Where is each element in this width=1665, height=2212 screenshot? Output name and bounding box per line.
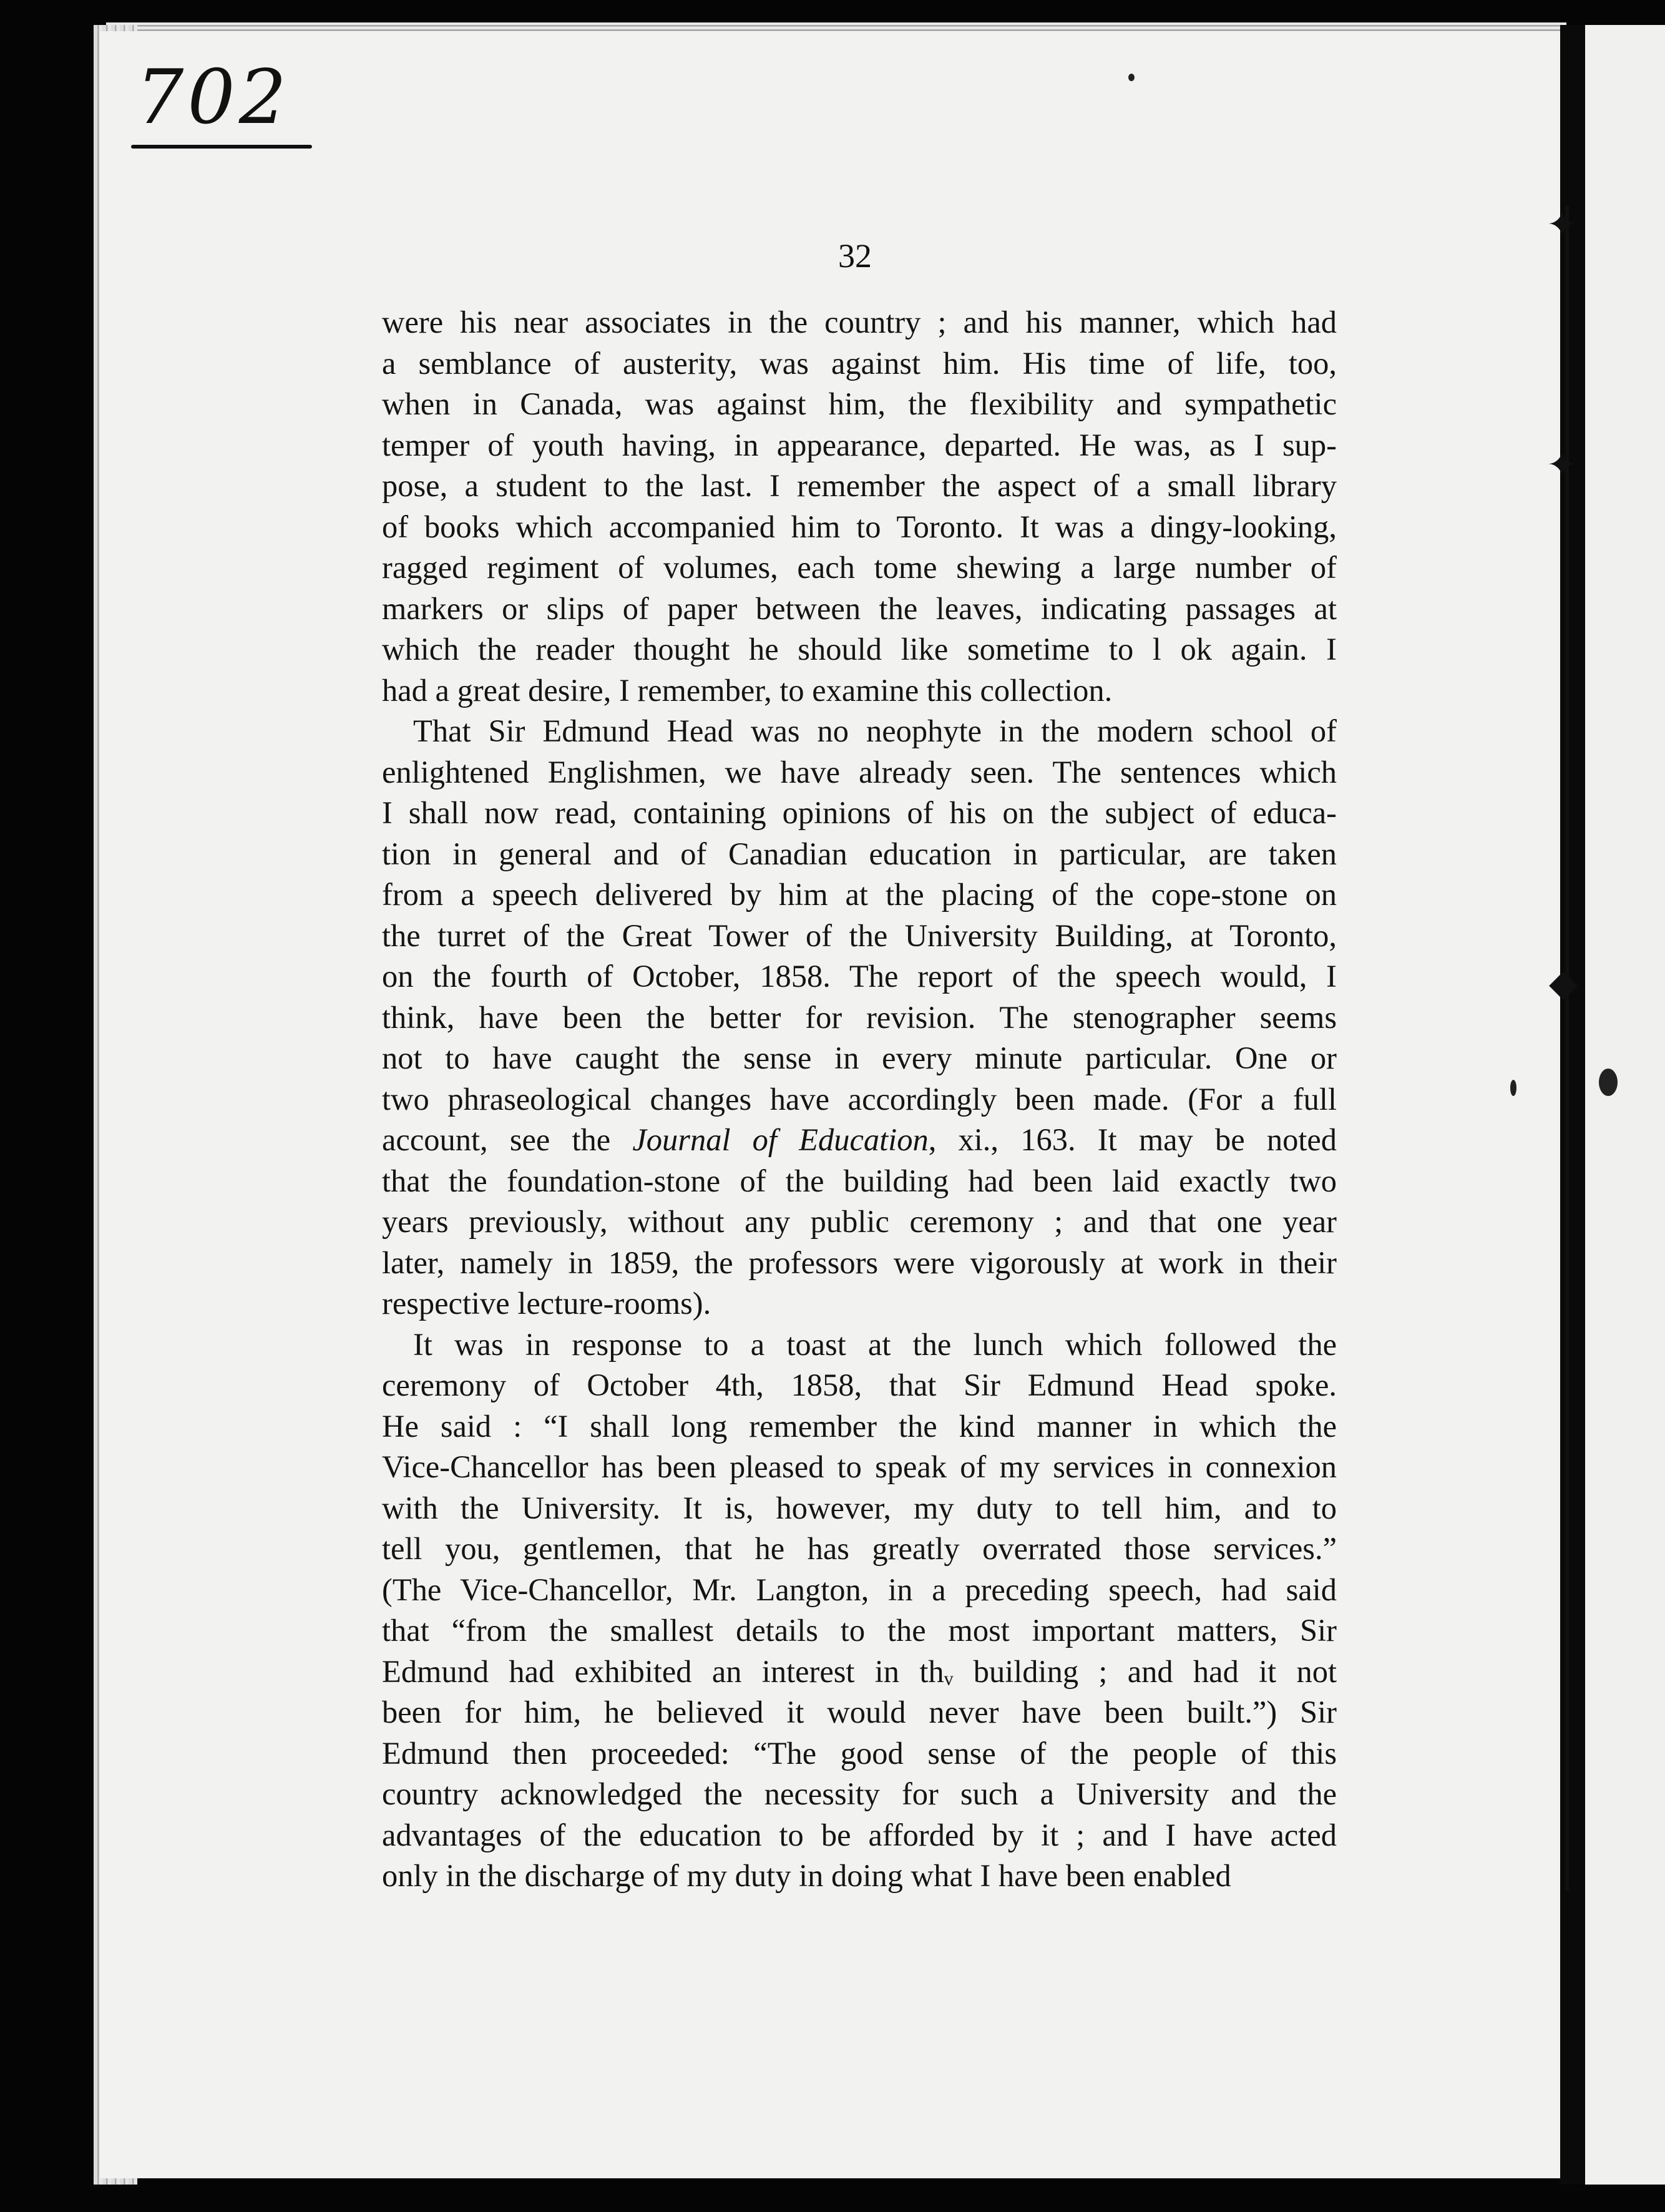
binding-stitch-icon: ✦ <box>1546 443 1578 487</box>
journal-title: Journal of Education <box>632 1122 929 1157</box>
paragraph <box>382 302 1337 711</box>
text-line: that “from the smallest details to the most important matters, Sir <box>382 1613 1337 1648</box>
text-line: Vice-Chancellor has been pleased to speak of my services in connexion <box>382 1449 1337 1484</box>
handwritten-catalog-number: 702 <box>136 54 291 141</box>
text-line: years previously, without any public ceremony ; and that one year <box>382 1204 1337 1239</box>
facing-page-edge <box>1585 25 1665 2185</box>
text-line: Edmund had exhibited an interest in thᵥ building ; and had it not <box>382 1653 1337 1689</box>
handwritten-underline <box>131 145 312 149</box>
text-line: It was in response to a toast at the lunch which followed the <box>413 1326 1337 1362</box>
text-line: not to have caught the sense in every minute particular. One or <box>382 1040 1337 1075</box>
text-line: later, namely in 1859, the professors were vigorously at work in their <box>382 1245 1337 1280</box>
text-line: Edmund then proceeded: “The good sense of the people of this <box>382 1735 1337 1771</box>
body-text <box>382 302 1337 1897</box>
text-line: with the University. It is, however, my duty to tell him, and to <box>382 1490 1337 1525</box>
text-line: enlightened Englishmen, we have already seen. The sentences which <box>382 754 1337 790</box>
text-line: when in Canada, was against him, the flexibility and sympathetic <box>382 386 1337 421</box>
text-line: that the foundation-stone of the building had been laid exactly two <box>382 1163 1337 1198</box>
text-line: the turret of the Great Tower of the University Building, at Toronto, <box>382 918 1337 953</box>
paragraph <box>382 1324 1337 1897</box>
text-line: ceremony of October 4th, 1858, that Sir Edmund Head spoke. <box>382 1368 1337 1402</box>
text-line: ragged regiment of volumes, each tome shewing a large number of <box>382 550 1337 585</box>
ink-speck <box>1128 74 1135 81</box>
ink-blot <box>1599 1069 1618 1096</box>
text-line: two phraseological changes have accordingly been made. (For a full <box>382 1081 1337 1117</box>
text-line: He said : “I shall long remember the kind manner in which the <box>382 1408 1337 1444</box>
text-line: advantages of the education to be afforded by it ; and I have acted <box>382 1817 1337 1852</box>
text-line: I shall now read, containing opinions of his on the subject of educa- <box>382 795 1337 830</box>
text-line: been for him, he believed it would never have been built.”) Sir <box>382 1695 1337 1730</box>
book-gutter <box>1560 25 1585 2185</box>
text-line: were his near associates in the country ; and his manner, which had <box>382 305 1337 340</box>
text-line: That Sir Edmund Head was no neophyte in the modern school of <box>413 713 1337 748</box>
text-line: which the reader thought he should like sometime to l ok again. I <box>382 632 1337 667</box>
text-line: think, have been the better for revision. The stenographer seems <box>382 999 1337 1035</box>
text-line: pose, a student to the last. I remember the aspect of a small library <box>382 468 1337 503</box>
text-line: only in the discharge of my duty in doing what I have been enabled <box>382 1858 1231 1893</box>
text-line: country acknowledged the necessity for such a University and the <box>382 1776 1337 1811</box>
paragraph <box>382 711 1337 1324</box>
text-line: tion in general and of Canadian education in particular, are taken <box>382 836 1337 871</box>
text-line: account, see the Journal of Education, xi., 163. It may be noted <box>382 1122 1337 1157</box>
text-line: tell you, gentlemen, that he has greatly overrated those services.” <box>382 1531 1337 1566</box>
text-line: temper of youth having, in appearance, departed. He was, as I sup- <box>382 427 1337 462</box>
ink-speck <box>1510 1080 1516 1096</box>
text-line: markers or slips of paper between the leaves, indicating passages at <box>382 590 1337 626</box>
text-line: of books which accompanied him to Toronto. It was a dingy-looking, <box>382 509 1337 544</box>
binding-stitch-icon: ✦ <box>1546 203 1578 247</box>
text-line: (The Vice-Chancellor, Mr. Langton, in a preceding speech, had said <box>382 1572 1337 1607</box>
text-line: respective lecture-rooms). <box>382 1286 711 1321</box>
page-number: 32 <box>838 237 872 275</box>
text-line: a semblance of austerity, was against him. His time of life, too, <box>382 345 1337 381</box>
text-line: from a speech delivered by him at the placing of the cope-stone on <box>382 877 1337 912</box>
binding-stitch-icon: ◆ <box>1549 961 1578 1005</box>
text-line: on the fourth of October, 1858. The report of the speech would, I <box>382 959 1337 994</box>
text-line: had a great desire, I remember, to examine this collection. <box>382 672 1113 708</box>
